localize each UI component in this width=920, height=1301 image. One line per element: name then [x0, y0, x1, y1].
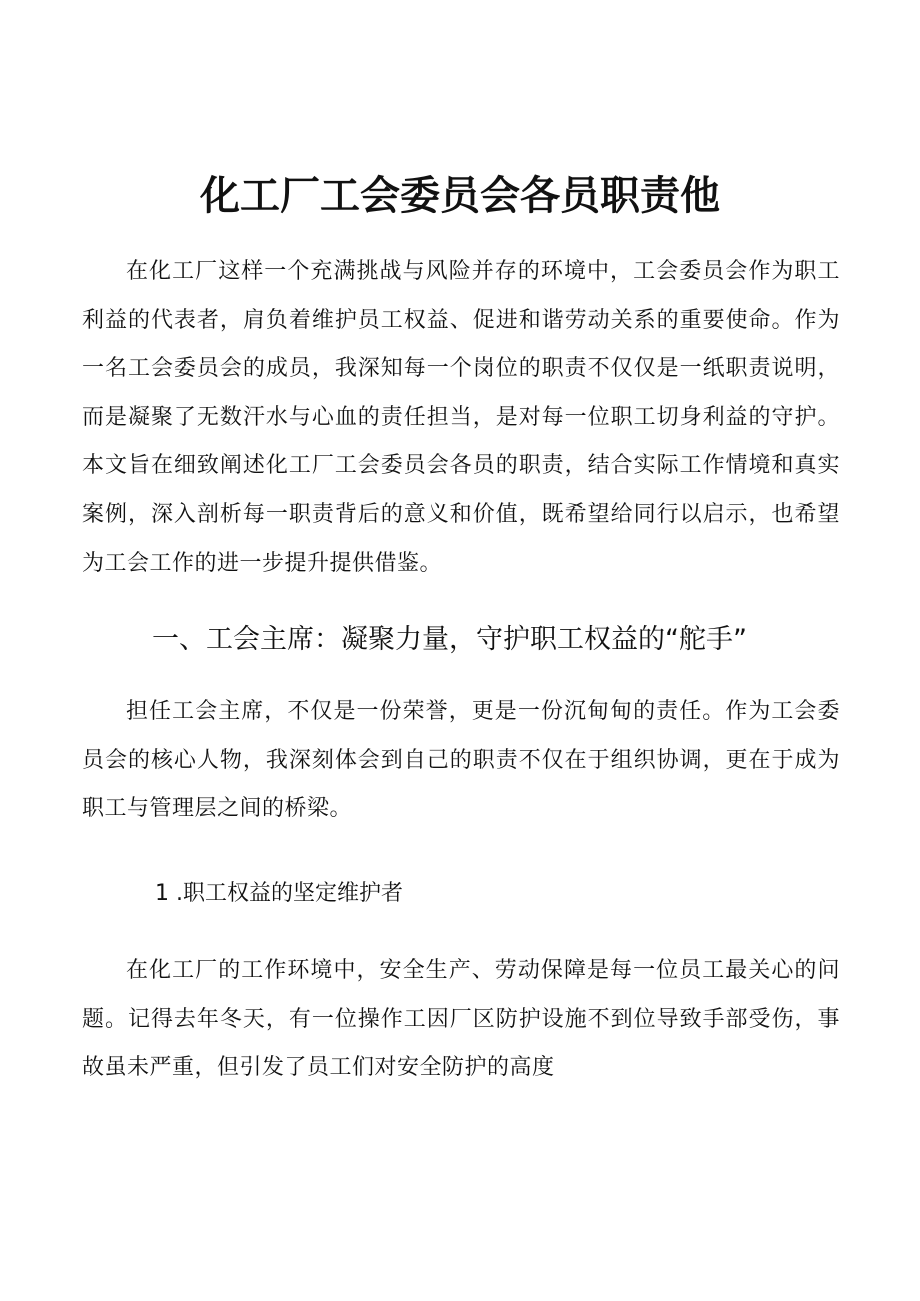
subsection-paragraph-rights-defender: 在化工厂的工作环境中，安全生产、劳动保障是每一位员工最关心的问题。记得去年冬天，有一位操作工因厂区防护设施不到位导致手部受伤，事故虽未严重，但引发了员工们对安全防护的高度 [82, 958, 840, 1081]
section-paragraph-chairman: 担任工会主席，不仅是一份荣誉，更是一份沉甸甸的责任。作为工会委员会的核心人物，我深刻体会到自己的职责不仅在于组织协调，更在于成为职工与管理层之间的桥梁。 [82, 699, 840, 822]
section-heading-chairman: 一、工会主席：凝聚力量，守护职工权益的“舵手” [152, 624, 747, 655]
subsection-heading-rights-defender: 1 .职工权益的坚定维护者 [155, 881, 403, 906]
document-title: 化工厂工会委员会各员职责他 [200, 173, 720, 219]
intro-paragraph: 在化工厂这样一个充满挑战与风险并存的环境中，工会委员会作为职工利益的代表者，肩负着维护员工权益、促进和谐劳动关系的重要使命。作为一名工会委员会的成员，我深知每一个岗位的职责不仅仅是一纸职责说明，而是凝聚了无数汗水与心血的责任担当，是对每一位职工切身利益的守护。本文旨在细致阐述化工厂工会委员会各员的职责，结合实际工作情境和真实案例，深入剖析每一职责背后的意义和价值，既希望给同行以启示，也希望为工会工作的进一步提升提供借鉴。 [82, 259, 840, 576]
